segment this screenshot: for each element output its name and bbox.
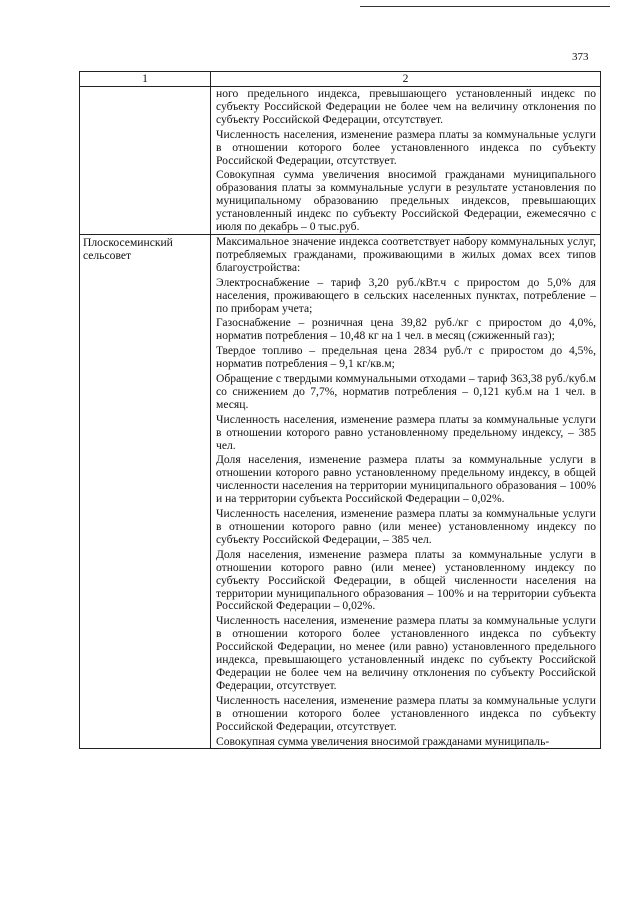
paragraph: Максимальное значение индекса соответствует набору коммунальных услуг, потребляемых гражданами, проживающими в жилых домах всех типов благоустройства: bbox=[216, 234, 596, 274]
header-col-1: 1 bbox=[80, 72, 211, 87]
table-header-row bbox=[80, 72, 601, 87]
paragraph: Твердое топливо – предельная цена 2834 руб./т с приростом до 4,5%, норматив потребления – 9,1 кг/кв.м; bbox=[216, 344, 596, 371]
table-row bbox=[80, 234, 601, 748]
paragraph: Электроснабжение – тариф 3,20 руб./кВт.ч с приростом до 5,0% для населения, проживающего в сельских населенных пунктах, потребление – по приборам учета; bbox=[216, 275, 596, 315]
municipality-index-table bbox=[79, 71, 601, 749]
paragraph: Доля населения, изменение размера платы за коммунальные услуги в отношении которого равно (или менее) установленному индексу по субъекту Российской Федерации, в общей численности населения на территории муниципального образования – 100% и на территории субъекта Российской Федерации – 0,02%. bbox=[216, 547, 596, 613]
table-row bbox=[80, 87, 601, 235]
paragraph: Численность населения, изменение размера платы за коммунальные услуги в отношении которого равно установленному предельному индексу, – 385 чел. bbox=[216, 412, 596, 452]
paragraph: Совокупная сумма увеличения вносимой гражданами муниципального образования платы за коммунальные услуги в результате установления по муниципальному образованию предельных индексов, превышающих установленный индекс по субъекту Российской Федерации, ежемесячно с июля по декабрь – 0 тыс.руб. bbox=[216, 168, 596, 234]
header-col-2: 2 bbox=[211, 72, 601, 87]
paragraph: Доля населения, изменение размера платы за коммунальные услуги в отношении которого равно установленному предельному индексу, в общей численности населения на территории муниципального образования – 100% и на территории субъекта Российской Федерации – 0,02%. bbox=[216, 453, 596, 506]
top-edge-line bbox=[360, 6, 610, 7]
paragraph: Газоснабжение – розничная цена 39,82 руб./кг с приростом до 4,0%, норматив потребления – 10,48 кг на 1 чел. в месяц (сжиженный газ); bbox=[216, 316, 596, 343]
paragraph: Численность населения, изменение размера платы за коммунальные услуги в отношении которого более установленного индекса по субъекту Российской Федерации, но менее (или равно) установленного предельного индекса, превышающего установленный индекс по субъекту Российской Федерации не более чем на величину отклонения по субъекту Российской Федерации, отсутствует. bbox=[216, 614, 596, 692]
page-number: 373 bbox=[572, 51, 589, 63]
paragraph: Совокупная сумма увеличения вносимой гражданами муниципаль- bbox=[216, 734, 550, 748]
paragraph: Численность населения, изменение размера платы за коммунальные услуги в отношении которого более установленного индекса по субъекту Российской Федерации, отсутствует. bbox=[216, 127, 596, 167]
municipality-name-cell: Плоскосеминский сельсовет bbox=[80, 234, 211, 748]
paragraph: Численность населения, изменение размера платы за коммунальные услуги в отношении которого равно (или менее) установленному индексу по субъекту Российской Федерации, – 385 чел. bbox=[216, 507, 596, 546]
municipality-name-cell bbox=[80, 87, 211, 235]
paragraph: Обращение с твердыми коммунальными отходами – тариф 363,38 руб./куб.м со снижением до 7,7%, норматив потребления – 0,121 куб.м на 1 чел. в месяц. bbox=[216, 372, 596, 411]
description-cell bbox=[211, 87, 601, 235]
description-cell bbox=[211, 234, 601, 748]
paragraph: Численность населения, изменение размера платы за коммунальные услуги в отношении которого более установленного индекса по субъекту Российской Федерации, отсутствует. bbox=[216, 693, 596, 733]
paragraph: ного предельного индекса, превышающего установленный индекс по субъекту Российской Федерации не более чем на величину отклонения по субъекту Российской Федерации, отсутствует. bbox=[216, 87, 596, 126]
